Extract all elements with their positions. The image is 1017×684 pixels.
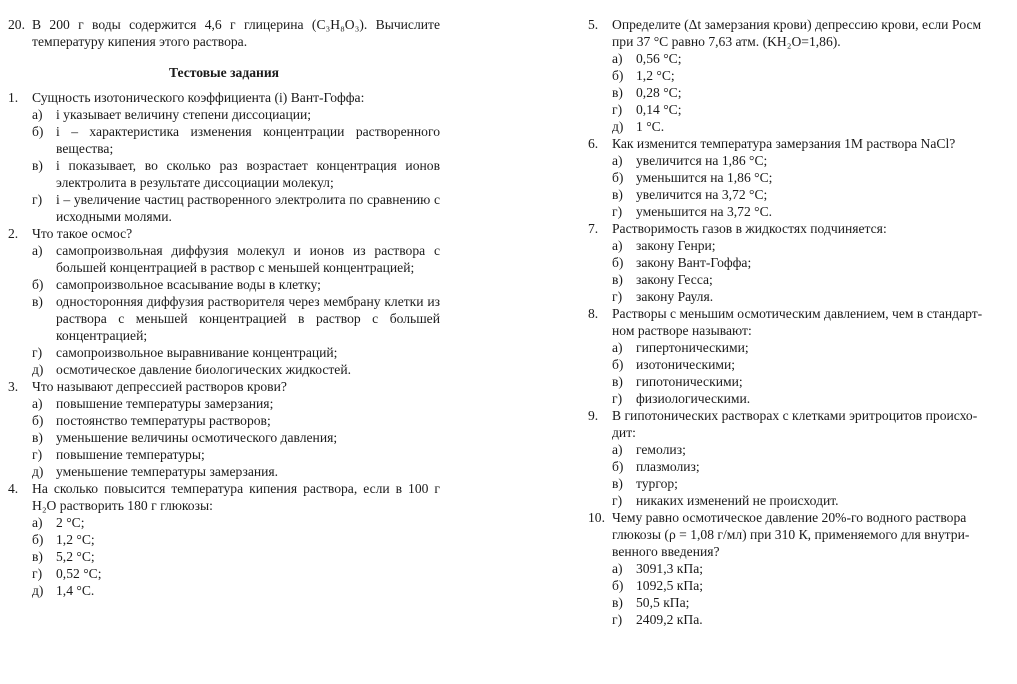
question-number: 6. <box>588 136 599 151</box>
option-letter: г) <box>32 566 43 581</box>
answer-option <box>8 157 440 191</box>
option-text: самопроизвольная диффузия молекул и ионов из раствора с большей концентрацией в раствор с меньшей концентрацией; <box>56 243 440 275</box>
option-letter: а) <box>32 396 43 411</box>
option-text: физиологическими. <box>636 391 751 406</box>
right-column <box>588 16 1017 628</box>
option-letter: а) <box>32 243 43 258</box>
option-letter: г) <box>32 345 43 360</box>
answer-option <box>588 186 1017 203</box>
option-text: 1,2 °С; <box>56 532 95 547</box>
option-letter: в) <box>612 85 623 100</box>
option-text: 0,28 °С; <box>636 85 682 100</box>
question-number: 5. <box>588 17 599 32</box>
question-text-line: В гипотонических растворах с клетками эритроцитов происхо- <box>612 408 978 423</box>
option-letter: г) <box>32 447 43 462</box>
option-text: уменьшится на 3,72 °С. <box>636 204 773 219</box>
option-letter: в) <box>32 549 43 564</box>
question-text-line: при 37 °С равно 7,63 атм. (KH₂O=1,86). <box>612 34 841 49</box>
answer-option <box>588 475 1017 492</box>
answer-option <box>8 514 440 531</box>
answer-option <box>588 594 1017 611</box>
option-letter: а) <box>612 340 623 355</box>
option-letter: г) <box>32 192 43 207</box>
right-question-list <box>588 16 1017 628</box>
left-question-list <box>8 89 440 599</box>
answer-option <box>588 339 1017 356</box>
answer-option <box>8 191 440 225</box>
option-text: закону Гесса; <box>636 272 713 287</box>
option-text: i – характеристика изменения концентрации растворенного вещества; <box>56 124 440 156</box>
answer-option <box>588 441 1017 458</box>
option-letter: а) <box>612 153 623 168</box>
option-letter: а) <box>612 442 623 457</box>
option-text: постоянство температуры растворов; <box>56 413 271 428</box>
option-letter: г) <box>612 493 623 508</box>
answer-option <box>588 50 1017 67</box>
answer-option <box>8 344 440 361</box>
option-letter: а) <box>32 107 43 122</box>
answer-option <box>8 276 440 293</box>
question-number: 7. <box>588 221 599 236</box>
option-text: самопроизвольное выравнивание концентраций; <box>56 345 338 360</box>
answer-option <box>588 611 1017 628</box>
option-letter: б) <box>612 459 624 474</box>
option-text: 1,2 °С; <box>636 68 675 83</box>
option-letter: д) <box>612 119 624 134</box>
question <box>8 225 440 242</box>
option-letter: б) <box>32 277 44 292</box>
question <box>8 378 440 395</box>
option-text: 5,2 °С; <box>56 549 95 564</box>
answer-option <box>8 106 440 123</box>
section-heading: Тестовые задания <box>168 65 280 80</box>
question-number: 1. <box>8 90 19 105</box>
answer-option <box>8 429 440 446</box>
answer-option <box>588 373 1017 390</box>
option-letter: в) <box>32 158 43 173</box>
answer-option <box>8 361 440 378</box>
question <box>588 407 1017 441</box>
intro-number: 20. <box>8 17 25 32</box>
answer-option <box>588 118 1017 135</box>
option-text: тургор; <box>636 476 678 491</box>
option-text: уменьшится на 1,86 °С; <box>636 170 773 185</box>
answer-option <box>588 271 1017 288</box>
question <box>588 16 1017 50</box>
option-text: i указывает величину степени диссоциации; <box>56 107 312 122</box>
option-text: осмотическое давление биологических жидкостей. <box>56 362 352 377</box>
option-text: 1,4 °С. <box>56 583 95 598</box>
question-text: Что называют депрессией растворов крови? <box>32 379 287 394</box>
option-letter: б) <box>612 170 624 185</box>
option-text: плазмолиз; <box>636 459 700 474</box>
left-column <box>8 16 440 599</box>
option-letter: в) <box>612 595 623 610</box>
option-text: закону Рауля. <box>636 289 714 304</box>
answer-option <box>8 463 440 480</box>
option-text: закону Вант-Гоффа; <box>636 255 752 270</box>
question <box>588 135 1017 152</box>
question-text-line: Как изменится температура замерзания 1М раствора NaCl? <box>612 136 956 151</box>
option-text: повышение температуры; <box>56 447 205 462</box>
question <box>8 480 440 514</box>
option-letter: в) <box>32 430 43 445</box>
answer-option <box>588 492 1017 509</box>
answer-option <box>588 237 1017 254</box>
answer-option <box>588 84 1017 101</box>
option-text: i показывает, во сколько раз возрастает концентрация ионов электролита в результате диссоциации молекул; <box>56 158 440 190</box>
answer-option <box>8 293 440 344</box>
answer-option <box>8 531 440 548</box>
question-text-line: ном растворе называют: <box>612 323 752 338</box>
answer-option <box>588 560 1017 577</box>
option-text: гипотоническими; <box>636 374 743 389</box>
option-text: уменьшение величины осмотического давления; <box>56 430 338 445</box>
option-text: никаких изменений не происходит. <box>636 493 839 508</box>
intro-problem <box>8 16 440 50</box>
answer-option <box>588 288 1017 305</box>
answer-option <box>588 390 1017 407</box>
question <box>588 220 1017 237</box>
answer-option <box>588 169 1017 186</box>
option-letter: в) <box>32 294 43 309</box>
option-letter: в) <box>612 476 623 491</box>
option-text: закону Генри; <box>636 238 716 253</box>
option-text: гемолиз; <box>636 442 686 457</box>
answer-option <box>8 123 440 157</box>
answer-option <box>588 152 1017 169</box>
answer-option <box>8 548 440 565</box>
option-letter: б) <box>612 578 624 593</box>
question-text-line: Растворимость газов в жидкостях подчиняется: <box>612 221 887 236</box>
answer-option <box>8 446 440 463</box>
option-text: 2 °С; <box>56 515 85 530</box>
question-text-line: венного введения? <box>612 544 720 559</box>
option-text: 50,5 кПа; <box>636 595 690 610</box>
option-text: уменьшение температуры замерзания. <box>56 464 279 479</box>
answer-option <box>588 203 1017 220</box>
question-text-line: дит: <box>612 425 636 440</box>
question-text: На сколько повысится температура кипения раствора, если в 100 г H₂O растворить 180 г глюкозы: <box>32 481 440 513</box>
option-text: увеличится на 1,86 °С; <box>636 153 768 168</box>
question-number: 4. <box>8 481 19 496</box>
option-letter: д) <box>32 464 44 479</box>
option-letter: б) <box>612 357 624 372</box>
option-letter: в) <box>612 374 623 389</box>
option-text: самопроизвольное всасывание воды в клетку; <box>56 277 321 292</box>
option-text: 1092,5 кПа; <box>636 578 704 593</box>
question <box>8 89 440 106</box>
option-text: 2409,2 кПа. <box>636 612 703 627</box>
option-letter: б) <box>32 532 44 547</box>
option-letter: а) <box>612 238 623 253</box>
option-letter: б) <box>612 68 624 83</box>
answer-option <box>588 101 1017 118</box>
option-text: i – увеличение частиц растворенного электролита по сравнению с исходными молями. <box>56 192 440 224</box>
option-letter: в) <box>612 187 623 202</box>
question-text-line: Чему равно осмотическое давление 20%-го водного раствора <box>612 510 967 525</box>
answer-option <box>588 67 1017 84</box>
answer-option <box>8 395 440 412</box>
option-letter: д) <box>32 583 44 598</box>
question-number: 9. <box>588 408 599 423</box>
option-text: изотоническими; <box>636 357 736 372</box>
option-letter: б) <box>612 255 624 270</box>
answer-option <box>8 565 440 582</box>
option-text: 3091,3 кПа; <box>636 561 704 576</box>
option-letter: а) <box>612 51 623 66</box>
question-text: Сущность изотонического коэффициента (i) Вант-Гоффа: <box>32 90 365 105</box>
option-letter: г) <box>612 391 623 406</box>
option-letter: г) <box>612 102 623 117</box>
question-text-line: Растворы с меньшим осмотическим давлением, чем в стандарт- <box>612 306 983 321</box>
option-text: увеличится на 3,72 °С; <box>636 187 768 202</box>
question-number: 10. <box>588 510 605 525</box>
answer-option <box>8 582 440 599</box>
option-letter: в) <box>612 272 623 287</box>
question-text-line: глюкозы (ρ = 1,08 г/мл) при 310 К, применяемого для внутри- <box>612 527 970 542</box>
question-text: Что такое осмос? <box>32 226 133 241</box>
answer-option <box>588 458 1017 475</box>
answer-option <box>588 254 1017 271</box>
option-text: повышение температуры замерзания; <box>56 396 274 411</box>
option-letter: б) <box>32 413 44 428</box>
option-text: 0,52 °С; <box>56 566 102 581</box>
option-text: 0,56 °С; <box>636 51 682 66</box>
option-letter: г) <box>612 204 623 219</box>
option-letter: г) <box>612 289 623 304</box>
option-text: 0,14 °С; <box>636 102 682 117</box>
question <box>588 509 1017 560</box>
question-number: 8. <box>588 306 599 321</box>
option-letter: г) <box>612 612 623 627</box>
intro-text: В 200 г воды содержится 4,6 г глицерина (C₃H₈O₃). Вычислите температуру кипения этого раствора. <box>32 17 440 49</box>
answer-option <box>8 412 440 429</box>
option-text: 1 °С. <box>636 119 665 134</box>
answer-option <box>8 242 440 276</box>
answer-option <box>588 356 1017 373</box>
answer-option <box>588 577 1017 594</box>
option-letter: а) <box>32 515 43 530</box>
question-number: 3. <box>8 379 19 394</box>
question-number: 2. <box>8 226 19 241</box>
option-text: односторонняя диффузия растворителя через мембрану клетки из раствора с меньшей концентрацией в раствор с большей концентрацией; <box>56 294 440 343</box>
question <box>588 305 1017 339</box>
option-text: гипертоническими; <box>636 340 749 355</box>
option-letter: а) <box>612 561 623 576</box>
option-letter: б) <box>32 124 44 139</box>
question-text-line: Определите (Δt замерзания крови) депрессию крови, если Pосм <box>612 17 982 32</box>
option-letter: д) <box>32 362 44 377</box>
